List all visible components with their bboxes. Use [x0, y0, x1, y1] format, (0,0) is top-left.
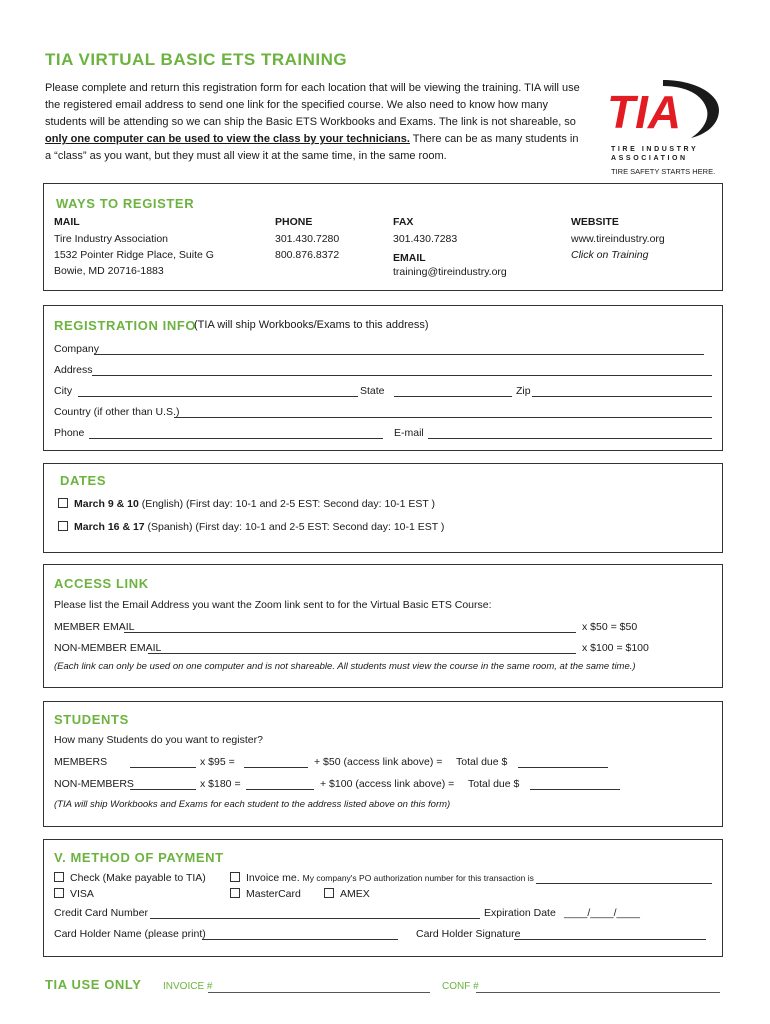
- mail-heading: MAIL: [54, 216, 80, 228]
- mastercard-checkbox[interactable]: [230, 888, 240, 898]
- expiration-field[interactable]: ____/____/____: [564, 907, 640, 919]
- po-number-field[interactable]: [536, 883, 712, 884]
- access-instructions: Please list the Email Address you want the Zoom link sent to for the Virtual Basic ETS Course:: [54, 599, 492, 611]
- date-1-checkbox[interactable]: [58, 498, 68, 508]
- address-label: Address: [54, 364, 93, 376]
- students-question: How many Students do you want to register?: [54, 734, 263, 746]
- intro-text-bold: only one computer can be used to view the class by your technicians.: [45, 133, 410, 145]
- logo-letters: TIA: [607, 86, 682, 138]
- fax-heading: FAX: [393, 216, 414, 228]
- email-label: E-mail: [394, 427, 424, 439]
- date-2-bold: March 16 & 17: [74, 521, 145, 533]
- invoice-po-text: My company's PO authorization number for this transaction is: [302, 873, 534, 883]
- holder-name-label: Card Holder Name (please print): [54, 928, 206, 940]
- phone-number-2: 800.876.8372: [275, 249, 340, 261]
- members-total-field[interactable]: [518, 767, 608, 768]
- pay-visa-option[interactable]: [54, 888, 94, 900]
- mail-line-1: Tire Industry Association: [54, 233, 168, 245]
- payment-box: [43, 839, 723, 957]
- tia-logo-mark: [603, 76, 723, 140]
- pay-invoice-option[interactable]: [230, 872, 534, 884]
- company-field[interactable]: [94, 354, 704, 355]
- website-heading: WEBSITE: [571, 216, 619, 228]
- students-note: (TIA will ship Workbooks and Exams for each student to the address listed above on this form): [54, 799, 451, 810]
- conf-number-field[interactable]: [476, 992, 720, 993]
- cc-number-field[interactable]: [150, 918, 480, 919]
- nonmember-price: x $100 = $100: [582, 642, 649, 654]
- members-calc: x $95 =: [200, 756, 235, 768]
- email-address: training@tireindustry.org: [393, 266, 507, 278]
- phone-label: Phone: [54, 427, 85, 439]
- conf-number-label: CONF #: [442, 981, 479, 992]
- access-note: (Each link can only be used on one computer and is not shareable. All students must view the course in the same room, at the same time.): [54, 661, 636, 672]
- mail-line-3: Bowie, MD 20716-1883: [54, 265, 164, 277]
- fax-number: 301.430.7283: [393, 233, 458, 245]
- logo-line-1: TIRE INDUSTRY: [611, 146, 699, 153]
- phone-number-1: 301.430.7280: [275, 233, 340, 245]
- member-email-field[interactable]: [124, 632, 576, 633]
- website-hint: Click on Training: [571, 249, 649, 261]
- students-box: [43, 701, 723, 827]
- members-label: MEMBERS: [54, 756, 108, 768]
- visa-checkbox[interactable]: [54, 888, 64, 898]
- registration-title: REGISTRATION INFO: [54, 318, 197, 333]
- pay-amex-option[interactable]: [324, 888, 370, 900]
- nonmembers-calc: x $180 =: [200, 778, 241, 790]
- registration-note: (TIA will ship Workbooks/Exams to this address): [194, 319, 429, 331]
- member-email-label: MEMBER EMAIL: [54, 621, 135, 633]
- logo-line-2: ASSOCIATION: [611, 155, 688, 162]
- nonmembers-total-field[interactable]: [530, 789, 620, 790]
- date-2-checkbox[interactable]: [58, 521, 68, 531]
- country-label: Country (if other than U.S.): [54, 406, 180, 418]
- ways-title: WAYS TO REGISTER: [56, 196, 195, 211]
- intro-paragraph: [45, 80, 585, 165]
- access-link-box: [43, 564, 723, 688]
- state-label: State: [360, 385, 385, 397]
- zip-label: Zip: [516, 385, 531, 397]
- invoice-number-label: INVOICE #: [163, 981, 213, 992]
- city-field[interactable]: [78, 396, 358, 397]
- zip-field[interactable]: [532, 396, 712, 397]
- pay-mastercard-option[interactable]: [230, 888, 301, 900]
- members-subtotal-field[interactable]: [244, 767, 308, 768]
- members-total-label: Total due $: [456, 756, 508, 768]
- page-title: TIA VIRTUAL BASIC ETS TRAINING: [45, 50, 348, 69]
- website-url[interactable]: www.tireindustry.org: [571, 233, 665, 245]
- nonmembers-label: NON-MEMBERS: [54, 778, 134, 790]
- nonmembers-count-field[interactable]: [130, 789, 196, 790]
- nonmember-email-label: NON-MEMBER EMAIL: [54, 642, 162, 654]
- amex-checkbox[interactable]: [324, 888, 334, 898]
- company-label: Company: [54, 343, 99, 355]
- dates-box: [43, 463, 723, 553]
- members-plus: + $50 (access link above) =: [314, 756, 443, 768]
- holder-signature-label: Card Holder Signature: [416, 928, 521, 940]
- city-label: City: [54, 385, 73, 397]
- amex-label: AMEX: [340, 888, 370, 900]
- cc-number-label: Credit Card Number: [54, 907, 148, 919]
- nonmember-email-field[interactable]: [148, 653, 576, 654]
- registration-info-box: [43, 305, 723, 451]
- invoice-label: Invoice me.: [246, 872, 300, 884]
- date-option-1[interactable]: [58, 498, 435, 510]
- pay-check-option[interactable]: [54, 872, 206, 884]
- country-field[interactable]: [174, 417, 712, 418]
- nonmembers-plus: + $100 (access link above) =: [320, 778, 455, 790]
- date-1-bold: March 9 & 10: [74, 498, 139, 510]
- payment-title: V. METHOD OF PAYMENT: [54, 850, 224, 865]
- date-1-rest: (English) (First day: 10-1 and 2-5 EST: Second day: 10-1 EST ): [138, 498, 436, 510]
- intro-text-1: Please complete and return this registration form for each location that will be viewing the training. TIA will use the registered email address to send one link for the specified course. We also need to know how many students will be attending so we can ship the Basic ETS Workbooks and Exams. The link is not shareable, so: [45, 82, 580, 128]
- nonmembers-total-label: Total due $: [468, 778, 520, 790]
- holder-signature-field[interactable]: [514, 939, 706, 940]
- holder-name-field[interactable]: [202, 939, 398, 940]
- dates-title: DATES: [60, 473, 107, 488]
- invoice-number-field[interactable]: [208, 992, 430, 993]
- check-label: Check (Make payable to TIA): [70, 872, 206, 884]
- address-field[interactable]: [92, 375, 712, 376]
- invoice-checkbox[interactable]: [230, 872, 240, 882]
- phone-field[interactable]: [89, 438, 383, 439]
- intro-text-2: There can be as many students in a “class” as you want, but they must all view it at the same time, in the same room.: [45, 133, 579, 162]
- email-heading: EMAIL: [393, 252, 426, 264]
- tia-logo: [603, 76, 723, 176]
- visa-label: VISA: [70, 888, 94, 900]
- nonmembers-subtotal-field[interactable]: [246, 789, 314, 790]
- expiration-label: Expiration Date: [484, 907, 556, 919]
- email-field[interactable]: [428, 438, 712, 439]
- phone-heading: PHONE: [275, 216, 313, 228]
- logo-tagline: TIRE SAFETY STARTS HERE.: [611, 167, 716, 176]
- mail-line-2: 1532 Pointer Ridge Place, Suite G: [54, 249, 214, 261]
- access-title: ACCESS LINK: [54, 576, 149, 591]
- mastercard-label: MasterCard: [246, 888, 301, 900]
- tia-use-only-label: TIA USE ONLY: [45, 977, 142, 992]
- ways-to-register-box: [43, 183, 723, 291]
- member-price: x $50 = $50: [582, 621, 638, 633]
- members-count-field[interactable]: [130, 767, 196, 768]
- date-option-2[interactable]: [58, 521, 444, 533]
- check-checkbox[interactable]: [54, 872, 64, 882]
- state-field[interactable]: [394, 396, 512, 397]
- students-title: STUDENTS: [54, 712, 129, 727]
- date-2-rest: (Spanish) (First day: 10-1 and 2-5 EST: Second day: 10-1 EST ): [144, 521, 445, 533]
